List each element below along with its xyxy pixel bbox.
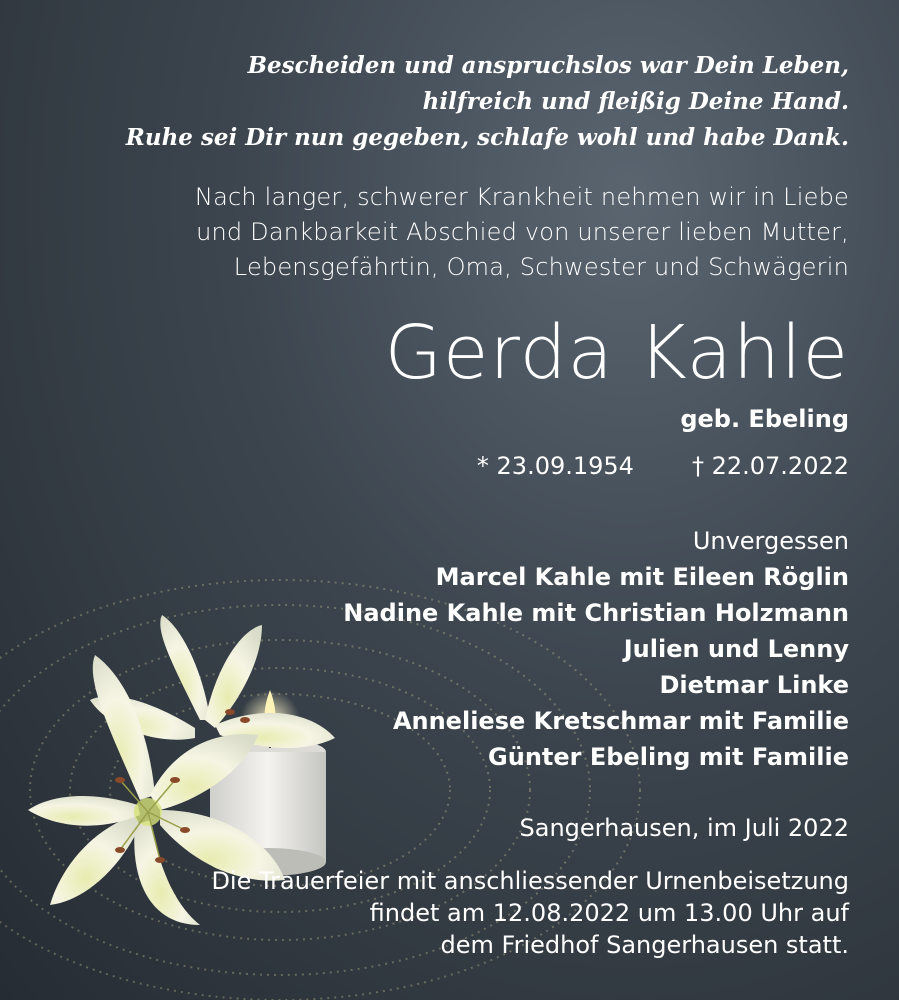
announcement-line: Nach langer, schwerer Krankheit nehmen wir in Liebe	[194, 183, 849, 211]
mourners-label: Unvergessen	[692, 527, 849, 555]
deceased-name: Gerda Kahle	[384, 310, 849, 396]
funeral-line: Die Trauerfeier mit anschliessender Urnenbeisetzung	[211, 867, 849, 895]
funeral-line: dem Friedhof Sangerhausen statt.	[440, 931, 849, 959]
funeral-line: findet am 12.08.2022 um 13.00 Uhr auf	[369, 899, 849, 927]
memorial-poem	[126, 48, 849, 156]
announcement-line: Lebensgefährtin, Oma, Schwester und Schwägerin	[233, 253, 849, 281]
mourner-name: Dietmar Linke	[659, 671, 849, 699]
life-dates	[477, 450, 849, 482]
announcement-line: und Dankbarkeit Abschied von unserer lieben Mutter,	[196, 218, 849, 246]
birth-date: * 23.09.1954	[476, 452, 634, 480]
mourner-name: Nadine Kahle mit Christian Holzmann	[343, 599, 849, 627]
mourner-name: Günter Ebeling mit Familie	[488, 743, 849, 771]
poem-line: hilfreich und fleißig Deine Hand.	[422, 88, 849, 115]
place-date: Sangerhausen, im Juli 2022	[519, 814, 849, 842]
poem-line: Ruhe sei Dir nun gegeben, schlafe wohl und habe Dank.	[125, 124, 849, 151]
mourners-list	[343, 523, 849, 775]
announcement-text	[195, 180, 849, 285]
mourner-name: Julien und Lenny	[623, 635, 849, 663]
mourner-name: Anneliese Kretschmar mit Familie	[392, 707, 849, 735]
death-date: † 22.07.2022	[691, 452, 849, 480]
poem-line: Bescheiden und anspruchslos war Dein Leben,	[247, 52, 849, 79]
funeral-info	[211, 865, 849, 961]
mourner-name: Marcel Kahle mit Eileen Röglin	[435, 563, 849, 591]
birth-name: geb. Ebeling	[680, 405, 849, 433]
